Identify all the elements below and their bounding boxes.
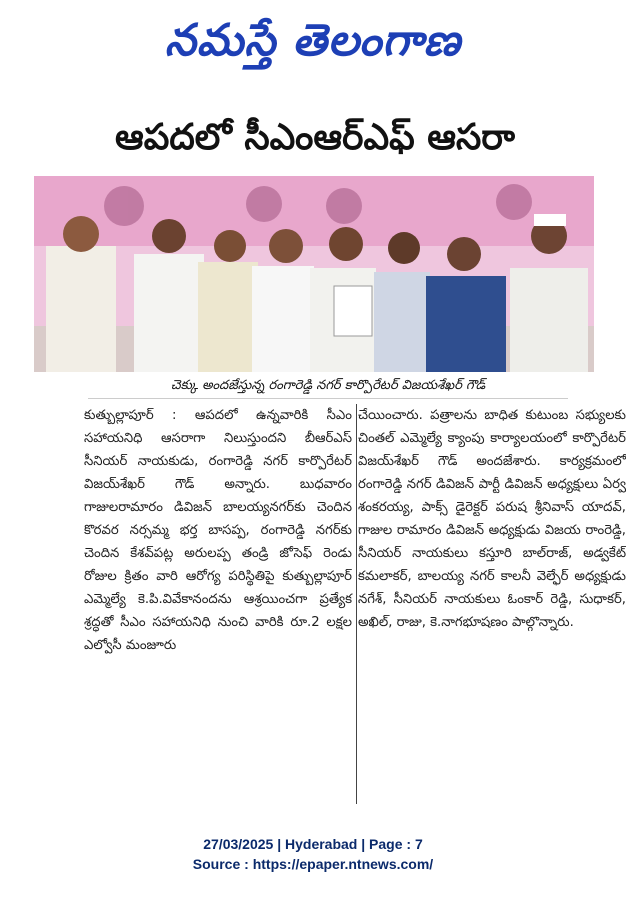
photo-illustration: [34, 176, 594, 372]
masthead-title: నమస్తే తెలంగాణ: [164, 15, 462, 66]
source-footer: [0, 834, 626, 874]
article-column-right: [358, 404, 626, 634]
photo-caption: చెక్కు అందజేస్తున్న రంగారెడ్డి నగర్ కార్పొరేటర్ విజయశేఖర్ గౌడ్: [88, 374, 568, 399]
footer-source-link[interactable]: Source : https://epaper.ntnews.com/: [192, 856, 434, 872]
masthead-logo: [0, 6, 626, 76]
news-clipping: [34, 108, 626, 830]
column-left-text: కుత్బుల్లాపూర్ : ఆపదలో ఉన్నవారికి సీఎం సహాయనిధి ఆసరాగా నిలుస్తుందని బీఆర్ఎస్ సీనియర్ నాయకుడు, రంగారెడ్డి నగర్ కార్పొరేటర్ విజయ్‌శేఖర్ గౌడ్ అన్నారు. బుధవారం గాజులరామారం డివిజన్ బాలయ్యనగర్‌కు చెందిన కొరవర నర్సమ్మ భర్త బాసప్ప, రంగారెడ్డి నగర్‌కు చెందిన కేశవ్‌పట్ల అరులప్ప తండ్రి జోసెఫ్ రెండు రోజుల క్రితం వారి ఆరోగ్య పరిస్థితిపై కుత్బుల్లాపూర్ ఎమ్మెల్యే కె.పి.వివేకానందను ఆశ్రయించగా ప్రత్యేక శ్రద్ధతో సీఎం సహాయనిధి నుంచి వారికి రూ.2 లక్షల ఎల్వోసీ మంజూరు: [84, 408, 352, 653]
footer-date-line: 27/03/2025 | Hyderabad | Page : 7: [203, 836, 423, 852]
article-photo: [34, 176, 594, 372]
column-right-text: చేయించారు. పత్రాలను బాధిత కుటుంబ సభ్యులకు చింతల్ ఎమ్మెల్యే క్యాంపు కార్యాలయంలో కార్పొరేటర్ విజయ్‌శేఖర్ గౌడ్ అందజేశారు. కార్యక్రమంలో రంగారెడ్డి నగర్ డివిజన్ పార్టీ డివిజన్ అధ్యక్షులు ఏర్వ శంకరయ్య, పాక్స్ డైరెక్టర్ పరుష శ్రీనివాస్ యాదవ్, గాజుల రామారం డివిజన్ అధ్యక్షుడు విజయ రాంరెడ్డి, సీనియర్ నాయకులు కస్తూరి బాల్‌రాజ్, అడ్వకేట్ కమలాకర్, బాలయ్య నగర్ కాలనీ వెల్ఫేర్ అధ్యక్షుడు నగేశ్, సీనియర్ నాయకులు ఓంకార్ రెడ్డి, సుధాకర్, అఖిల్, రాజు, కె.నాగభూషణం పాల్గొన్నారు.: [358, 408, 626, 630]
article-headline: ఆపదలో సీఎంఆర్ఎఫ్ ఆసరా: [115, 117, 515, 158]
article-column-left: [84, 404, 357, 804]
